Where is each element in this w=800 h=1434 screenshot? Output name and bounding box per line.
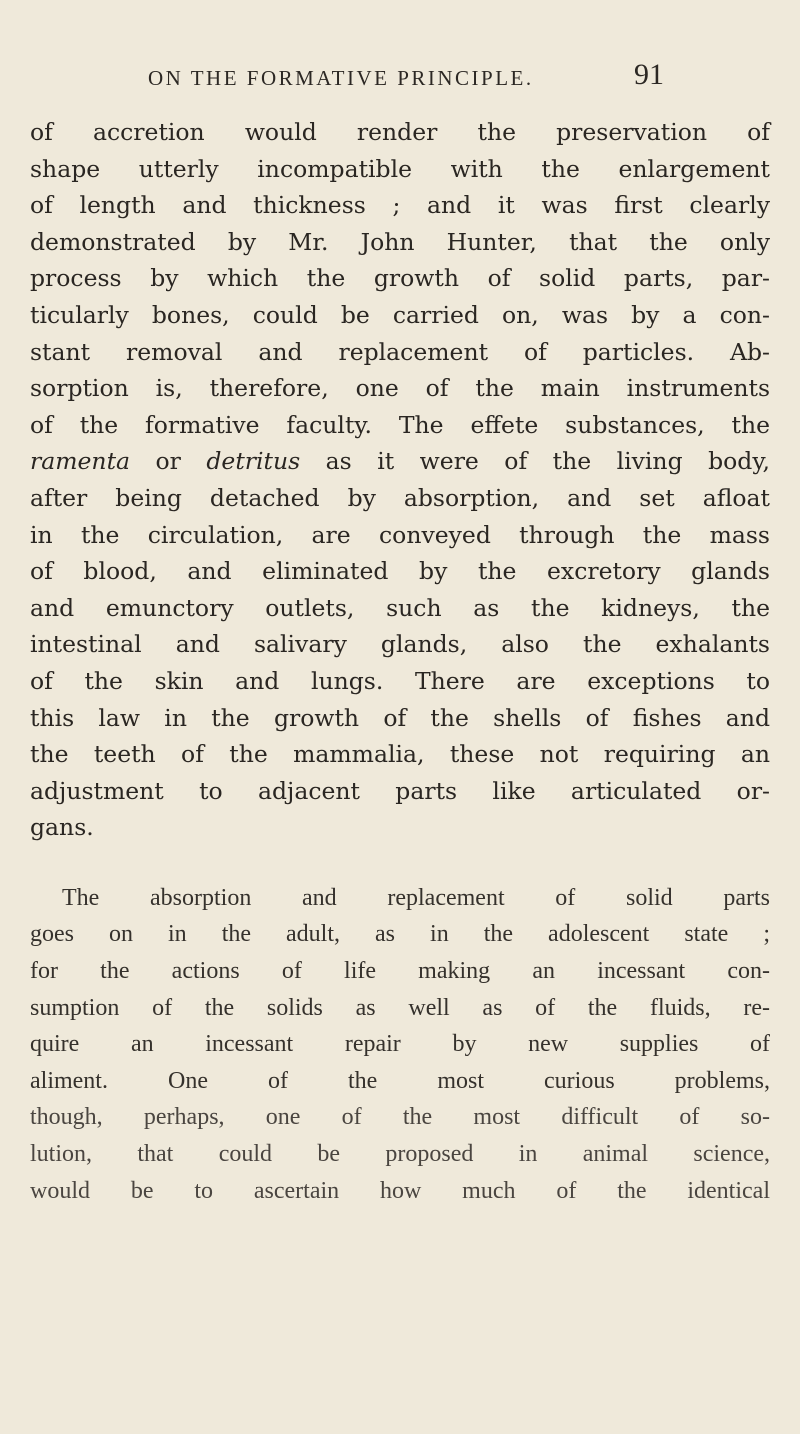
italic-term-detritus: detritus bbox=[206, 447, 301, 476]
text-line: gans. bbox=[30, 813, 94, 842]
text-line: sumption of the solids as well as of the fluids, re- bbox=[30, 994, 770, 1021]
text-line: of blood, and eliminated by the excretory glands bbox=[30, 557, 770, 586]
text-line: of accretion would render the preservation of bbox=[30, 118, 770, 146]
text-line: The absorption and replacement of solid parts bbox=[62, 884, 770, 911]
text-line: this law in the growth of the shells of fishes and bbox=[30, 703, 770, 732]
text-line: of the skin and lungs. There are exceptions to bbox=[30, 666, 770, 695]
text-line: adjustment to adjacent parts like articulated or- bbox=[30, 776, 770, 805]
body-text bbox=[30, 114, 770, 1209]
running-title: ON THE FORMATIVE PRINCIPLE. bbox=[148, 66, 534, 90]
text-line: intestinal and salivary glands, also the exhalants bbox=[30, 630, 770, 659]
text-line: sorption is, therefore, one of the main instruments bbox=[30, 374, 770, 403]
text-line: of the formative faculty. The effete substances, the bbox=[30, 410, 770, 439]
page-header bbox=[0, 58, 800, 98]
text-line: ticularly bones, could be carried on, was by a con- bbox=[30, 300, 770, 329]
text-line: stant removal and replacement of particles. Ab- bbox=[30, 337, 770, 366]
italic-term-ramenta: ramenta bbox=[30, 447, 131, 476]
italic-connector: or bbox=[155, 447, 181, 476]
text-line: of length and thickness ; and it was first clearly bbox=[30, 191, 770, 220]
page-number: 91 bbox=[634, 58, 664, 91]
text-line: process by which the growth of solid parts, par- bbox=[30, 264, 770, 293]
text-line: for the actions of life making an incessant con- bbox=[30, 958, 770, 985]
text-line: though, perhaps, one of the most difficult of so- bbox=[30, 1104, 770, 1131]
paragraph-1 bbox=[30, 114, 770, 846]
text-line-with-italics bbox=[30, 443, 770, 480]
text-line: goes on in the adult, as in the adolescent state ; bbox=[30, 921, 770, 948]
text-line: lution, that could be proposed in animal science, bbox=[30, 1141, 770, 1168]
text-line: quire an incessant repair by new supplies of bbox=[30, 1031, 770, 1058]
text-line: aliment. One of the most curious problems, bbox=[30, 1067, 770, 1094]
text-line: the teeth of the mammalia, these not requiring an bbox=[30, 740, 770, 769]
paragraph-2 bbox=[30, 880, 770, 1209]
text-line: would be to ascertain how much of the identical bbox=[30, 1177, 770, 1204]
text-line: in the circulation, are conveyed through the mass bbox=[30, 520, 770, 549]
text-line: shape utterly incompatible with the enlargement bbox=[30, 154, 770, 183]
text-line: after being detached by absorption, and set afloat bbox=[30, 483, 770, 512]
text-line-remainder: as it were of the living body, bbox=[325, 447, 770, 476]
paragraph-break bbox=[30, 846, 770, 880]
text-line: and emunctory outlets, such as the kidneys, the bbox=[30, 593, 770, 622]
text-line: demonstrated by Mr. John Hunter, that the only bbox=[30, 227, 770, 256]
